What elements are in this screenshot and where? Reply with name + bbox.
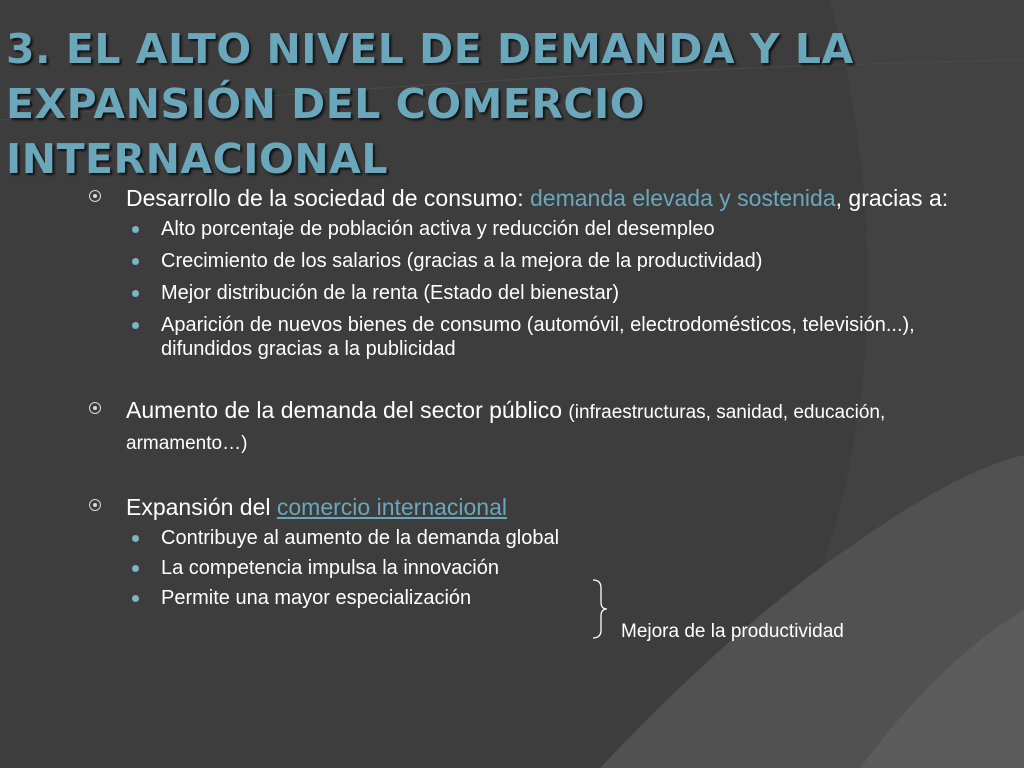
bullet-consumo bbox=[88, 184, 988, 212]
title-line-1: 3. EL ALTO NIVEL DE DEMANDA Y LA bbox=[6, 25, 854, 73]
slide-title bbox=[6, 22, 1016, 187]
bullet-sector-publico bbox=[88, 396, 988, 458]
list-item-text: Contribuye al aumento de la demanda global bbox=[161, 527, 560, 549]
title-line-2: EXPANSIÓN DEL COMERCIO INTERNACIONAL bbox=[6, 80, 646, 183]
circle-dot-icon bbox=[89, 499, 101, 511]
bullet-text: Desarrollo de la sociedad de consumo: bbox=[126, 185, 531, 211]
list-item-text: Crecimiento de los salarios (gracias a la mejora de la productividad) bbox=[161, 250, 763, 272]
filled-dot-icon bbox=[132, 595, 139, 602]
list-item bbox=[88, 556, 988, 580]
slide-content bbox=[88, 184, 988, 642]
list-item bbox=[88, 281, 988, 305]
list-item bbox=[88, 313, 988, 361]
sublist-consumo bbox=[88, 217, 988, 361]
right-brace-icon bbox=[591, 578, 611, 640]
circle-dot-icon bbox=[89, 190, 101, 202]
circle-dot-icon bbox=[89, 402, 101, 414]
list-item-text: Mejor distribución de la renta (Estado del bienestar) bbox=[161, 282, 620, 304]
list-item-text: Permite una mayor especialización bbox=[161, 587, 472, 609]
brace-note: Mejora de la productividad bbox=[621, 621, 844, 642]
bullet-text: Aumento de la demanda del sector público bbox=[126, 397, 563, 423]
bullet-comercio bbox=[88, 493, 988, 521]
bullet-text: Expansión del bbox=[126, 494, 277, 520]
comercio-internacional-link[interactable]: comercio internacional bbox=[276, 494, 508, 520]
filled-dot-icon bbox=[132, 226, 139, 233]
bullet-text-end: , gracias a: bbox=[835, 185, 949, 211]
sublist-comercio bbox=[88, 526, 988, 610]
filled-dot-icon bbox=[132, 535, 139, 542]
list-item-text: Alto porcentaje de población activa y reducción del desempleo bbox=[161, 218, 715, 240]
bullet-note: (infraestructuras, sanidad, educación, armamento…) bbox=[126, 402, 886, 454]
list-item-text: Aparición de nuevos bienes de consumo (automóvil, electrodomésticos, televisión...), difundidos gracias a la publicidad bbox=[161, 314, 915, 360]
filled-dot-icon bbox=[132, 290, 139, 297]
filled-dot-icon bbox=[132, 322, 139, 329]
list-item bbox=[88, 526, 988, 550]
list-item bbox=[88, 586, 988, 610]
highlight-text: demanda elevada y sostenida bbox=[530, 185, 836, 211]
list-item-text: La competencia impulsa la innovación bbox=[161, 557, 499, 579]
list-item bbox=[88, 217, 988, 241]
filled-dot-icon bbox=[132, 565, 139, 572]
filled-dot-icon bbox=[132, 258, 139, 265]
list-item bbox=[88, 249, 988, 273]
